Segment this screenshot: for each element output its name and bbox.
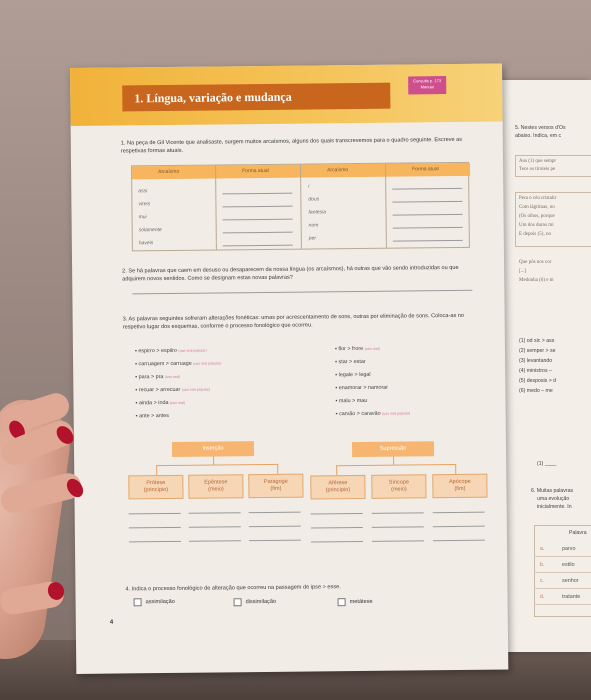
process-name: Apócope	[448, 478, 471, 486]
verse-line: Tece os tiroleis pe	[519, 167, 556, 172]
word: legale > legal	[338, 371, 371, 379]
answer-line	[311, 513, 363, 515]
verse-line: Pera o céu cristalir	[519, 196, 557, 201]
checkbox-dissimilacao[interactable]	[234, 598, 242, 606]
word-cell: vireis	[138, 201, 151, 208]
answer-item: (4) ministros –	[519, 368, 552, 374]
process-box-aferese	[310, 475, 365, 500]
verse-line: [...]	[519, 269, 527, 274]
q6-text-2: uma evolução	[537, 496, 570, 502]
answer-line	[393, 214, 463, 216]
process-position: (fim)	[270, 485, 282, 492]
answer-item: (5) desposis > d	[519, 378, 557, 384]
q2-text: 2. Se há palavras que caem em desuso ou desaparecem da nossa língua (os arcaísmos), há outras que vão sendo introduzidas ou que adquirem novos sentidos. Como se designam estas novas palavras?	[122, 264, 459, 283]
word-item: ▪ carruagem > carruage (uso oral popular)	[135, 360, 222, 368]
col-header-arcaismo: Arcaísmo	[158, 168, 180, 176]
word: recuar > arrecuar	[138, 386, 181, 394]
word: malu > mau	[338, 397, 368, 405]
process-position: (fim)	[454, 485, 466, 492]
q4-text: 4. Indica o processo fonológico de alteração que ocorreu na passagem de ipse > esse.	[125, 584, 341, 593]
option-label: metátese	[349, 598, 373, 606]
word: carvão > caravão	[339, 410, 381, 418]
word: enamorar > namorar	[338, 384, 389, 392]
word-cell: mui	[138, 214, 147, 221]
answer-line	[393, 227, 463, 229]
checkbox-metatese[interactable]	[338, 598, 346, 606]
answer-line	[249, 512, 301, 514]
word-cell: fantesia	[308, 209, 327, 216]
word-cell: i	[308, 183, 310, 190]
row-word: parvo	[562, 546, 576, 552]
verse-line: (Os olhos, porque	[519, 214, 555, 219]
word-item: ▪ flor > frore (uso oral)	[334, 345, 380, 353]
verse-line: Que pôs nos cor	[519, 260, 552, 265]
answer-line	[311, 527, 363, 529]
usage-tag: (uso oral popular)	[178, 348, 207, 353]
answer-line	[189, 512, 241, 514]
word-item: ▪ carvão > caravão (uso oral popular)	[335, 410, 411, 418]
consult-badge	[408, 76, 446, 94]
word-cell: assi	[138, 188, 148, 195]
usage-tag: (uso oral popular)	[382, 411, 411, 416]
word: carruagem > carruage	[138, 360, 192, 368]
workbook-page	[70, 63, 508, 673]
row-letter: b.	[540, 562, 545, 568]
q5-text-2: abaixo. Indica, em c	[515, 133, 562, 139]
table-row	[534, 542, 591, 557]
answer-line	[249, 526, 301, 528]
word: para > pra	[138, 374, 164, 381]
process-box-sincope	[371, 474, 426, 499]
col-header-forma-atual: Forma atual	[412, 166, 439, 173]
process-name: Prótese	[146, 480, 166, 487]
row-letter: c.	[540, 578, 544, 584]
word-item: ▪ para > pra (uso oral)	[135, 374, 181, 381]
process-box-epentese	[188, 474, 243, 499]
verse-line: Com lágrimas, no	[519, 205, 555, 210]
col-header-arcaismo: Arcaísmo	[327, 167, 349, 174]
answer-line	[372, 526, 424, 528]
connector-insercao-stem	[213, 457, 214, 465]
process-position: (princípio)	[143, 486, 169, 494]
answer-item: (3) levantando	[519, 358, 553, 364]
consult-text: Consulte p. 173	[413, 78, 442, 84]
word: espirro > espilro	[138, 347, 177, 355]
row-word: estilo	[562, 562, 575, 568]
usage-tag: (uso oral)	[169, 400, 186, 405]
answer-line	[129, 541, 181, 543]
word: star > estar	[338, 358, 366, 366]
process-name: Paragoge	[263, 478, 288, 485]
verse-line: E depois (5), no	[519, 232, 551, 237]
answer-line	[249, 540, 301, 542]
connector-supressao-stem	[393, 457, 394, 465]
row-word: senhor	[562, 578, 579, 584]
answer-item: (2) semper > se	[519, 348, 556, 354]
verse-line: Um dos duros mi	[519, 223, 554, 228]
answer-line: (1) ____	[537, 461, 557, 467]
answer-line	[392, 201, 462, 203]
answer-line	[129, 527, 181, 529]
page-title: 1. Língua, variação e mudança	[122, 83, 390, 112]
option-label: dissimilação	[245, 598, 277, 606]
process-box-paragoge	[248, 474, 303, 499]
usage-tag: (uso oral)	[364, 346, 380, 351]
word-cell: nom	[308, 222, 319, 229]
table-header: Palavra	[569, 530, 587, 536]
word-item: ▪ ainda > inda (uso oral)	[135, 399, 186, 407]
checkbox-assimilacao[interactable]	[134, 598, 142, 606]
word-item: ▪ recuar > arrecuar (uso oral popular)	[135, 386, 210, 394]
word-item: ▪ malu > mau	[335, 397, 368, 405]
word: flor > frore	[338, 345, 364, 353]
answer-line	[189, 526, 241, 528]
word-cell: dous	[308, 196, 320, 203]
process-box-protese	[128, 475, 183, 500]
usage-tag: (uso oral popular)	[193, 361, 222, 366]
process-box-apocope	[432, 474, 487, 499]
process-position: (meio)	[391, 486, 407, 493]
answer-line	[372, 512, 424, 514]
word-item: ▪ ante > antes	[135, 412, 169, 420]
row-word: tratante	[562, 594, 581, 600]
word-cell: per	[308, 235, 317, 242]
answer-item: (6) medo – me	[519, 388, 553, 394]
answer-line	[433, 540, 485, 542]
q5-text: 5. Nestes versos d'Os	[515, 125, 566, 131]
q3-text: 3. As palavras seguintes sofreram alterações fonéticas: umas por acrescentamento de sons, outras por eliminação de sons. Coloca-as no respetivo lugar dos esquemas, conforme o processo fonológico que ocorreu.	[122, 312, 465, 331]
table-row	[534, 590, 591, 605]
answer-line	[372, 540, 424, 542]
word-cell: solamente	[138, 227, 162, 234]
answer-line	[311, 541, 363, 543]
table-col	[132, 165, 217, 250]
word-item: ▪ legale > legal	[335, 371, 371, 379]
word-item: ▪ star > estar	[335, 358, 366, 366]
answer-line	[393, 240, 463, 242]
table-row	[534, 574, 591, 589]
insercao-header: Inserção	[172, 441, 254, 457]
usage-tag: (uso oral)	[164, 374, 181, 380]
process-name: Síncope	[388, 479, 409, 486]
consult-sub: Manual	[420, 84, 434, 90]
col-header-forma-atual: Forma atual	[242, 167, 269, 175]
process-name: Aférese	[328, 480, 348, 487]
option-label: assimilação	[145, 598, 175, 606]
verse-line: Medonha (6) e m	[519, 278, 554, 283]
usage-tag: (uso oral popular)	[181, 387, 210, 392]
word-cell: haveis	[138, 240, 154, 247]
word-item: ▪ espirro > espilro (uso oral popular)	[134, 347, 207, 355]
answer-line	[189, 540, 241, 542]
process-name: Epêntese	[204, 479, 228, 486]
answer-item: (1) od sic > ass	[519, 338, 555, 344]
answer-line	[392, 188, 462, 190]
answer-line	[433, 512, 485, 514]
answer-line	[129, 513, 181, 515]
supressao-header: Supressão	[352, 441, 434, 457]
word: ainda > inda	[138, 399, 169, 407]
word: ante > antes	[139, 412, 169, 420]
q1-text: 1. Na peça de Gil Vicente que analisaste, surgem muitos arcaísmos, alguns dos quais transcrevemos para o quadro seguinte. Escreve as respetivas formas atuais.	[120, 136, 463, 155]
page-number: 4	[109, 619, 114, 626]
process-position: (meio)	[208, 486, 224, 493]
answer-line	[433, 526, 485, 528]
verse-line: Aos (1) que sempr	[519, 159, 557, 164]
answer-line	[132, 290, 472, 295]
archaisms-table	[131, 162, 470, 252]
q6-text: 6. Muitas palavras	[531, 488, 574, 494]
table-row	[534, 558, 591, 573]
word-item: ▪ enamorar > namorar	[335, 384, 389, 392]
q6-text-3: inicialmente. In	[537, 504, 572, 510]
row-letter: a.	[540, 546, 545, 552]
process-position: (princípio)	[325, 487, 351, 494]
row-letter: d.	[540, 594, 545, 600]
